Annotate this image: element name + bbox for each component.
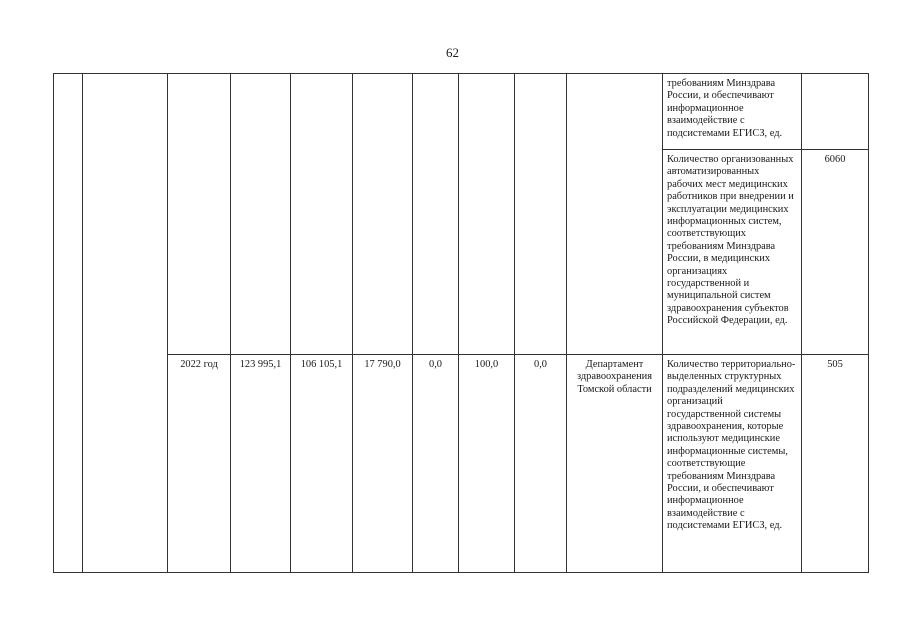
funding-cell (291, 74, 353, 355)
funding-cell: 106 105,1 (291, 355, 353, 573)
year-cell: 2022 год (168, 355, 231, 573)
funding-cell (353, 74, 413, 355)
total-cell: 123 995,1 (231, 355, 291, 573)
year-cell (168, 74, 231, 355)
funding-cell: 0,0 (413, 355, 459, 573)
number-cell (54, 74, 83, 573)
indicator-cell: Количество территориально-выделенных структурных подразделений медицинских организаций государственной системы здравоохранения, которые используют медицинские информационные системы, соответствующие требованиям Минздрава России, и обеспечивают информационное взаимодействие с подсистемами ЕГИСЗ, ед. (663, 355, 802, 573)
executor-cell: Департамент здравоохранения Томской области (567, 355, 663, 573)
indicator-value-cell: 505 (802, 355, 869, 573)
indicator-cell: требованиям Минздрава России, и обеспечивают информационное взаимодействие с подсистемами ЕГИСЗ, ед. (663, 74, 802, 150)
program-table (53, 73, 869, 573)
funding-cell (413, 74, 459, 355)
indicator-value-cell: 6060 (802, 150, 869, 355)
funding-cell (459, 74, 515, 355)
funding-cell (515, 74, 567, 355)
event-name-cell (83, 74, 168, 573)
executor-cell (567, 74, 663, 355)
funding-cell: 17 790,0 (353, 355, 413, 573)
funding-cell: 100,0 (459, 355, 515, 573)
indicator-value-cell (802, 74, 869, 150)
table-row (54, 355, 869, 573)
table-row (54, 74, 869, 150)
page-number: 62 (446, 45, 459, 60)
funding-cell: 0,0 (515, 355, 567, 573)
indicator-cell: Количество организованных автоматизированных рабочих мест медицинских работников при внедрении и эксплуатации медицинских информационных систем, соответствующих требованиям Минздрава России, в медицинских организациях государственной и муниципальной систем здравоохранения субъектов Российской Федерации, ед. (663, 150, 802, 355)
total-cell (231, 74, 291, 355)
